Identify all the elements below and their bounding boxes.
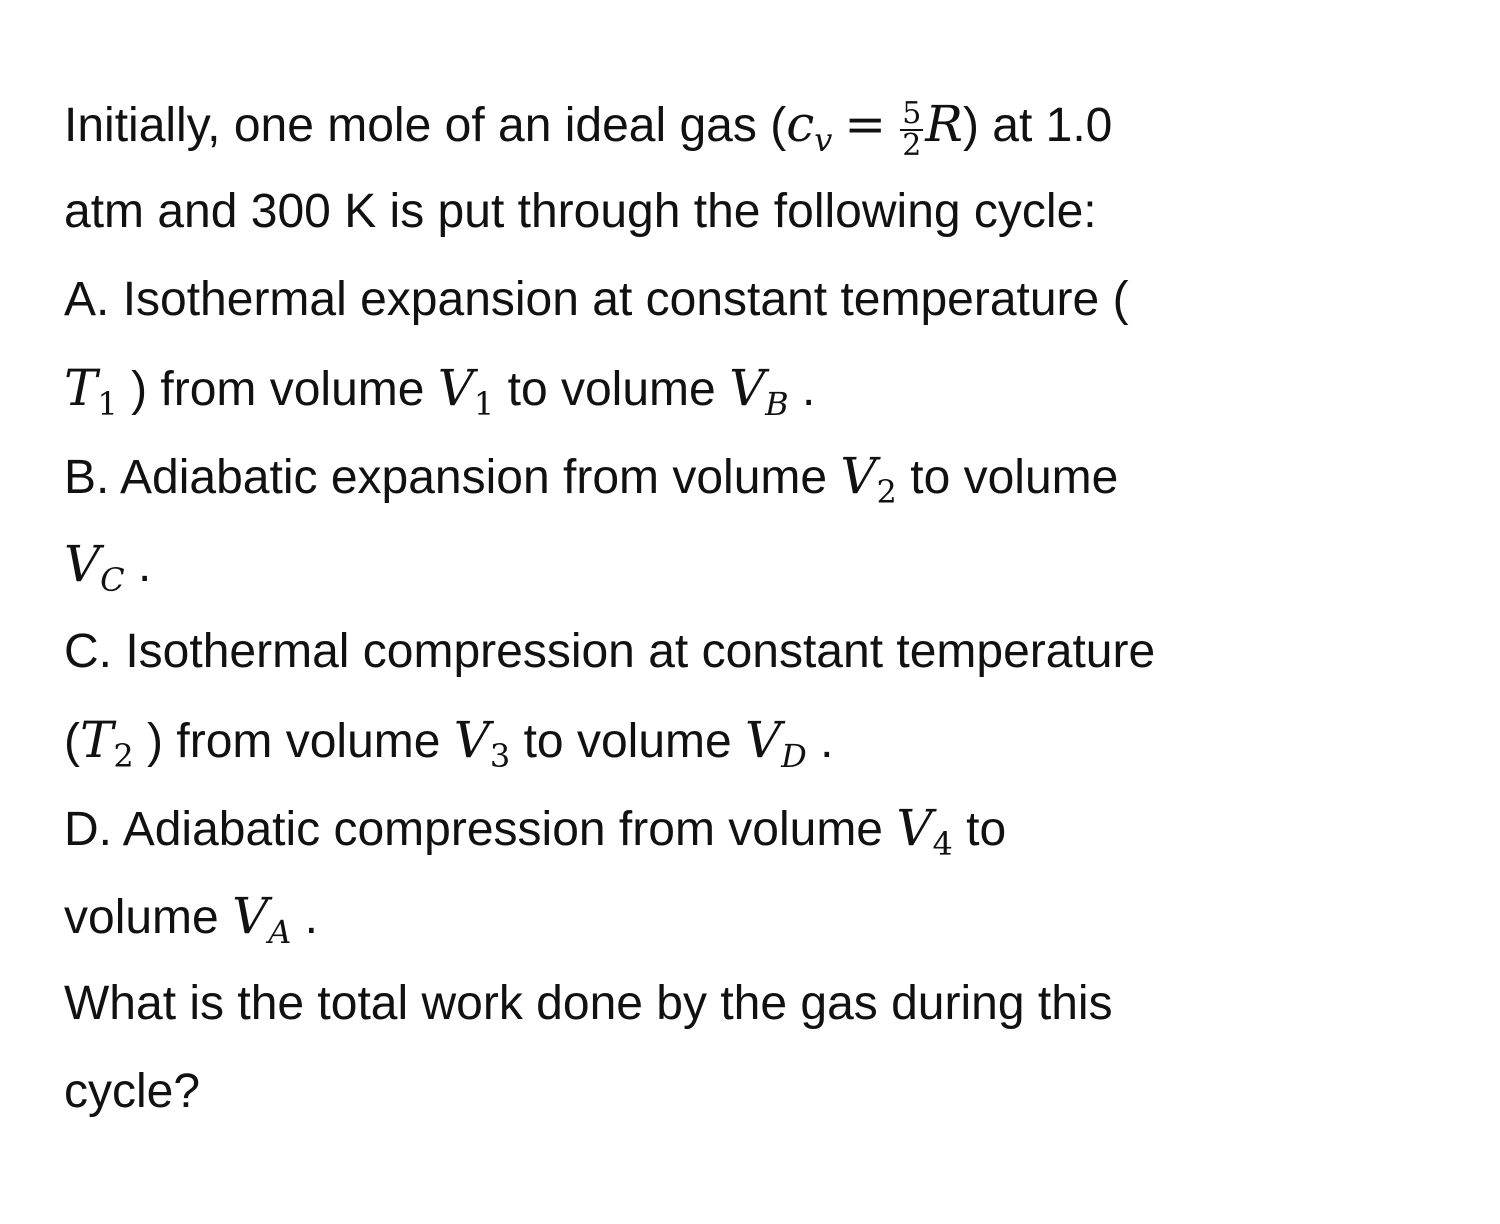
vc-symbol: $V_C$	[64, 535, 125, 599]
v3-symbol: $V_3$	[453, 711, 511, 775]
t2-symbol: $T_2$	[79, 711, 134, 775]
question-line-1: What is the total work done by the gas during this	[64, 977, 1113, 1030]
intro-text-post: ) at 1.0	[962, 99, 1113, 152]
step-d-line-2: volume $V_A$ .	[64, 887, 318, 951]
fraction-five-halves: $\frac{5}{2}$	[902, 96, 922, 163]
intro-text-pre: Initially, one mole of an ideal gas (	[64, 99, 787, 152]
intro-line-2: atm and 300 K is put through the following cycle:	[64, 185, 1097, 238]
step-a-line-1: A. Isothermal expansion at constant temperature (	[64, 273, 1129, 326]
step-b-line-2: $V_C$ .	[64, 535, 152, 599]
t1-symbol: $T_1$	[64, 359, 118, 423]
step-d-line-1: D. Adiabatic compression from volume $V_4$ to	[64, 799, 1007, 863]
cv-equation: $c_v$ = $\frac{5}{2}$ R	[786, 95, 963, 163]
v4-symbol: $V_4$	[896, 799, 953, 863]
step-c-line-1: C. Isothermal compression at constant temperature	[64, 625, 1156, 678]
v2-symbol: $V_2$	[840, 447, 897, 511]
question-line-2: cycle?	[64, 1065, 201, 1118]
va-symbol: $V_A$	[232, 887, 292, 951]
v1-symbol: $V_1$	[437, 359, 495, 423]
step-a-line-2: $T_1$ ) from volume $V_1$ to volume $V_B$ .	[64, 359, 816, 423]
vd-symbol: $V_D$	[745, 711, 807, 775]
step-b-line-1: B. Adiabatic expansion from volume $V_2$ to volume	[64, 447, 1119, 511]
vb-symbol: $V_B$	[729, 359, 789, 423]
intro-line-1	[64, 80, 1444, 168]
problem-statement	[64, 80, 1444, 1136]
step-c-line-2: ($T_2$ ) from volume $V_3$ to volume $V_D$ .	[64, 711, 834, 775]
